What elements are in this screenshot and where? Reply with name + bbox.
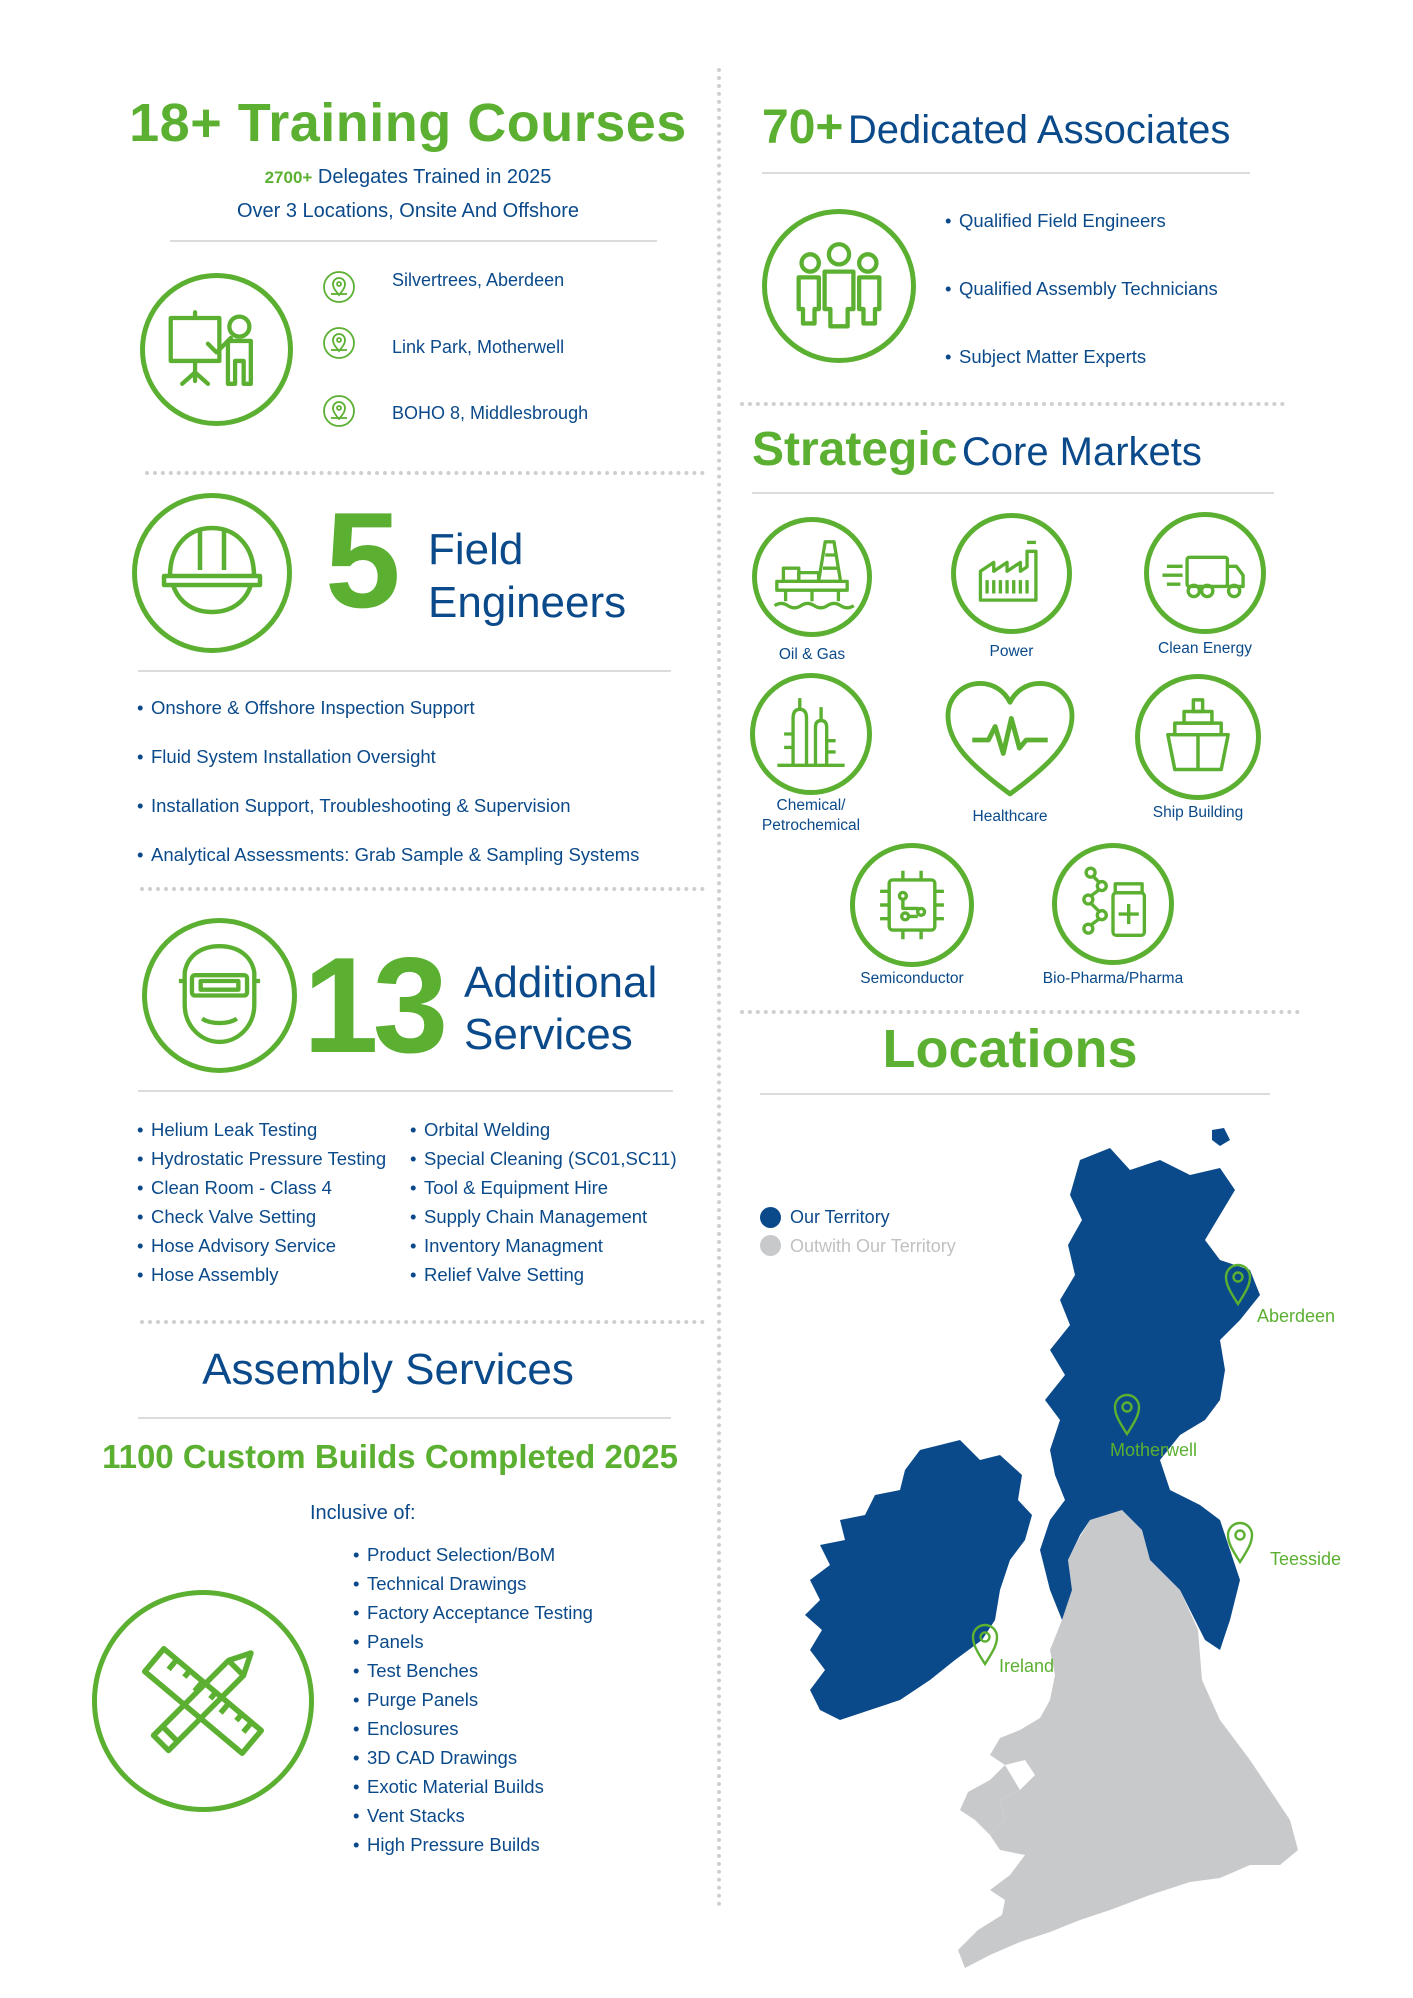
market-semiconductor: Semiconductor [860, 970, 964, 987]
markets-rule [752, 492, 1274, 494]
divider-additional [140, 1320, 705, 1324]
associates-rule [762, 172, 1250, 174]
center-divider [717, 68, 721, 1908]
map-pin-icon [1225, 1520, 1255, 1564]
list-item: • Clean Room - Class 4 [137, 1177, 386, 1199]
markets-title-bold: Strategic [752, 423, 958, 476]
additional-list-col2 [410, 1119, 677, 1286]
list-item: • Installation Support, Troubleshooting & Supervision [137, 795, 639, 817]
city-motherwell: Motherwell [1110, 1440, 1198, 1460]
welding-mask-icon [142, 918, 297, 1073]
list-item: • Qualified Field Engineers [945, 210, 1218, 232]
list-item: • Helium Leak Testing [137, 1119, 386, 1141]
list-item: • Panels [353, 1631, 593, 1653]
location-silvertrees: Silvertrees, Aberdeen [392, 270, 565, 290]
list-item: • Tool & Equipment Hire [410, 1177, 677, 1199]
map-ireland [805, 1440, 1032, 1720]
city-aberdeen: Aberdeen [1257, 1306, 1336, 1326]
divider-field [140, 887, 705, 891]
list-item: • High Pressure Builds [353, 1834, 593, 1856]
training-rule [170, 240, 657, 242]
map-pin-icon [970, 1622, 1000, 1666]
list-item: • Vent Stacks [353, 1805, 593, 1827]
list-item: • Subject Matter Experts [945, 346, 1218, 368]
associates-count: 70+ [762, 101, 844, 154]
locations-line: Over 3 Locations, Onsite And Offshore [236, 200, 580, 222]
list-item: • Onshore & Offshore Inspection Support [137, 697, 639, 719]
inclusive-label: Inclusive of: [310, 1502, 416, 1524]
divider-associates [740, 402, 1285, 406]
location-boho: BOHO 8, Middlesbrough [392, 403, 589, 423]
locations-rule [760, 1093, 1270, 1095]
additional-count: 13 [303, 929, 443, 1081]
location-linkpark: Link Park, Motherwell [392, 337, 565, 357]
location-pin-icon [322, 270, 356, 304]
list-item: • Inventory Managment [410, 1235, 677, 1257]
builds-line: 1100 Custom Builds Completed 2025 [102, 1438, 678, 1475]
assembly-title: Assembly Services [202, 1345, 574, 1394]
ship-icon [1135, 674, 1261, 800]
divider-training [145, 471, 705, 475]
markets-heading [752, 422, 1202, 477]
divider-markets [740, 1010, 1300, 1014]
field-label-2: Engineers [428, 578, 627, 627]
list-item: • Hydrostatic Pressure Testing [137, 1148, 386, 1170]
uk-ireland-map [750, 1120, 1350, 1980]
list-item: • Hose Advisory Service [137, 1235, 386, 1257]
molecule-bottle-icon [1052, 843, 1174, 965]
field-label-1: Field [428, 525, 524, 574]
market-ship-building: Ship Building [1152, 804, 1244, 821]
market-oil-gas: Oil & Gas [778, 646, 846, 663]
list-item: • Hose Assembly [137, 1264, 386, 1286]
oil-rig-icon [752, 517, 872, 637]
additional-list-col1 [137, 1119, 386, 1286]
list-item: • Technical Drawings [353, 1573, 593, 1595]
assembly-rule [138, 1417, 671, 1419]
legend-outwith-label: Outwith Our Territory [790, 1236, 956, 1256]
list-item: • Qualified Assembly Technicians [945, 278, 1218, 300]
additional-label-2: Services [464, 1010, 633, 1059]
map-pin-icon [1112, 1392, 1142, 1436]
list-item: • Check Valve Setting [137, 1206, 386, 1228]
markets-title-rest: Core Markets [961, 430, 1202, 474]
market-bio-pharma: Bio-Pharma/Pharma [1042, 970, 1184, 987]
market-chemical-line1: Chemical/ [776, 797, 846, 814]
field-services-list [137, 697, 639, 866]
chip-icon [850, 843, 974, 967]
location-pin-icon [322, 394, 356, 428]
additional-rule [138, 1090, 673, 1092]
list-item: • Product Selection/BoM [353, 1544, 593, 1566]
associates-heading [762, 100, 1230, 155]
delegates-text: Delegates Trained in 2025 [317, 166, 552, 188]
additional-label-1: Additional [464, 958, 658, 1007]
team-icon [762, 209, 916, 363]
delegates-line [128, 166, 688, 189]
list-item: • 3D CAD Drawings [353, 1747, 593, 1769]
map-island [1212, 1128, 1230, 1146]
list-item: • Analytical Assessments: Grab Sample & Sampling Systems [137, 844, 639, 866]
field-rule [138, 670, 671, 672]
delegates-count: 2700+ [264, 168, 313, 187]
map-england-wales [958, 1510, 1298, 1968]
list-item: • Relief Valve Setting [410, 1264, 677, 1286]
location-pin-icon [322, 326, 356, 360]
field-count: 5 [325, 484, 401, 636]
list-item: • Supply Chain Management [410, 1206, 677, 1228]
list-item: • Orbital Welding [410, 1119, 677, 1141]
list-item: • Purge Panels [353, 1689, 593, 1711]
list-item: • Test Benches [353, 1660, 593, 1682]
locations-title: Locations [882, 1019, 1138, 1079]
associates-list [945, 210, 1218, 368]
list-item: • Special Cleaning (SC01,SC11) [410, 1148, 677, 1170]
market-power: Power [989, 643, 1034, 660]
hardhat-icon [132, 493, 292, 653]
truck-icon [1144, 512, 1266, 634]
training-title: 18+ Training Courses [129, 93, 687, 153]
list-item: • Exotic Material Builds [353, 1776, 593, 1798]
legend-territory-label: Our Territory [790, 1207, 890, 1227]
city-ireland: Ireland [999, 1656, 1055, 1676]
list-item: • Factory Acceptance Testing [353, 1602, 593, 1624]
refinery-icon [750, 673, 872, 795]
heart-pulse-icon [942, 678, 1078, 802]
list-item: • Enclosures [353, 1718, 593, 1740]
map-pin-icon [1223, 1262, 1253, 1306]
ruler-pencil-icon [92, 1590, 314, 1812]
associates-label: Dedicated Associates [847, 108, 1231, 152]
list-item: • Fluid System Installation Oversight [137, 746, 639, 768]
market-clean-energy: Clean Energy [1158, 640, 1252, 657]
market-chemical-line2: Petrochemical [761, 817, 861, 834]
factory-icon [951, 513, 1072, 634]
market-healthcare: Healthcare [972, 808, 1048, 825]
city-teesside: Teesside [1270, 1549, 1342, 1569]
assembly-list [353, 1544, 593, 1856]
presentation-icon [140, 273, 293, 426]
